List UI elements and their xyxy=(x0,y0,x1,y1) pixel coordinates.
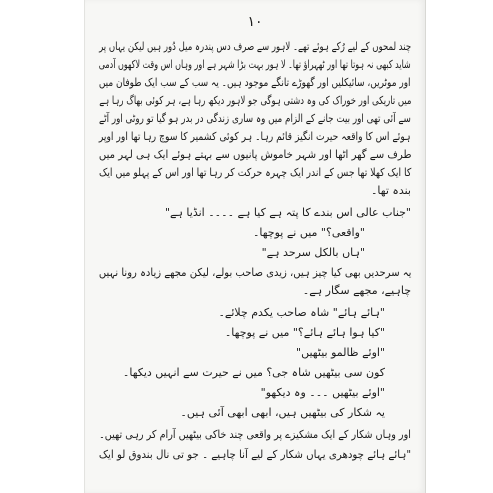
text-line: چند لمحوں کے لیے رُکے ہوئے تھے۔ لاہور سے صرف دس پندرہ میل دُور ہیں لیکن یہاں پر xyxy=(98,40,411,53)
text-line: طرف سے گھر اٹھا اور شہر خاموش پانیوں سے بہتے ہوئے ایک ہی لہر میں xyxy=(98,148,411,161)
text-line: "اوئے ظالمو بیٹھیں" xyxy=(296,346,385,359)
page-number: ۱۰ xyxy=(247,14,263,30)
text-line: چاہیے، مجھے سگار ہے۔ xyxy=(302,284,411,297)
text-line: "کیا ہوا ہائے ہائے؟" میں نے پوچھا۔ xyxy=(224,326,385,339)
text-line: سے آئی تھی اور بیت جانے کے الزام میں وہ ساری زندگی در بدر ہو گیا تو روٹی اور آٹے xyxy=(99,112,411,125)
text-line: یہ شکار کی بیٹھیں ہیں، ابھی ابھی آئی ہیں۔ xyxy=(180,406,385,419)
text-line: یہ سرحدیں بھی کیا چیز ہیں، زیدی صاحب بولے، لیکن مجھے زیادہ رونا نہیں xyxy=(98,266,411,279)
text-line: کون سی بیٹھیں شاہ جی؟ میں نے حیرت سے انہیں دیکھا۔ xyxy=(122,366,385,379)
text-line: "ہائے ہائے چودھری یہاں شکار کے لیے آنا چاہیے ۔ جو تی نال بندوق لو ایک xyxy=(98,448,411,461)
text-line: "ہائے ہائے" شاہ صاحب یکدم چلائے۔ xyxy=(218,306,385,319)
text-line: کا ایک کھلا تھا جس کے اندر ایک چہرہ حرکت کر رہا تھا اور اس کے پہلو میں ایک xyxy=(98,166,411,179)
text-line: "واقعی؟" میں نے پوچھا۔ xyxy=(252,226,365,239)
text-line: ہوئے اس کا واقعہ حیرت انگیز قائم رہا۔ ہر کوئی کشمیر کا سوچ رہا تھا اور اوپر xyxy=(99,130,411,143)
text-line: اور وہاں شکار کے ایک مشکیزے پر واقعی چند خاکی بیٹھیں آرام کر رہی تھیں۔ xyxy=(99,428,411,441)
text-line: اور موٹریں، سائیکلیں اور گھوڑے تانگے موجود ہیں۔ یہ سب کے سب ایک طوفان میں xyxy=(99,76,411,89)
text-line: شاید کبھی نہ ہوتا تھا اور ٹھہراؤ تھا۔ لا ہور بہت بڑا شہر ہے اور وہاں اس وقت لاکھوں آدمی xyxy=(99,58,411,71)
text-line: "اوئے بیٹھیں ۔۔۔ وہ دیکھو" xyxy=(260,386,385,399)
book-page xyxy=(84,0,426,493)
text-line: "ہاں بالکل سرحد ہے" xyxy=(261,246,365,259)
text-line: بندہ تھا۔ xyxy=(370,184,411,197)
text-line: میں تاریکی اور خوراک کی وہ دشتی ہوگی جو لاہور دیکھ رہا ہے، ہر کوئی بھاگ رہا ہے xyxy=(98,94,411,107)
text-line: "جناب عالی اس بندے کا پتہ ہے کیا ہے ۔۔۔۔ انڈیا ہے" xyxy=(164,206,411,219)
